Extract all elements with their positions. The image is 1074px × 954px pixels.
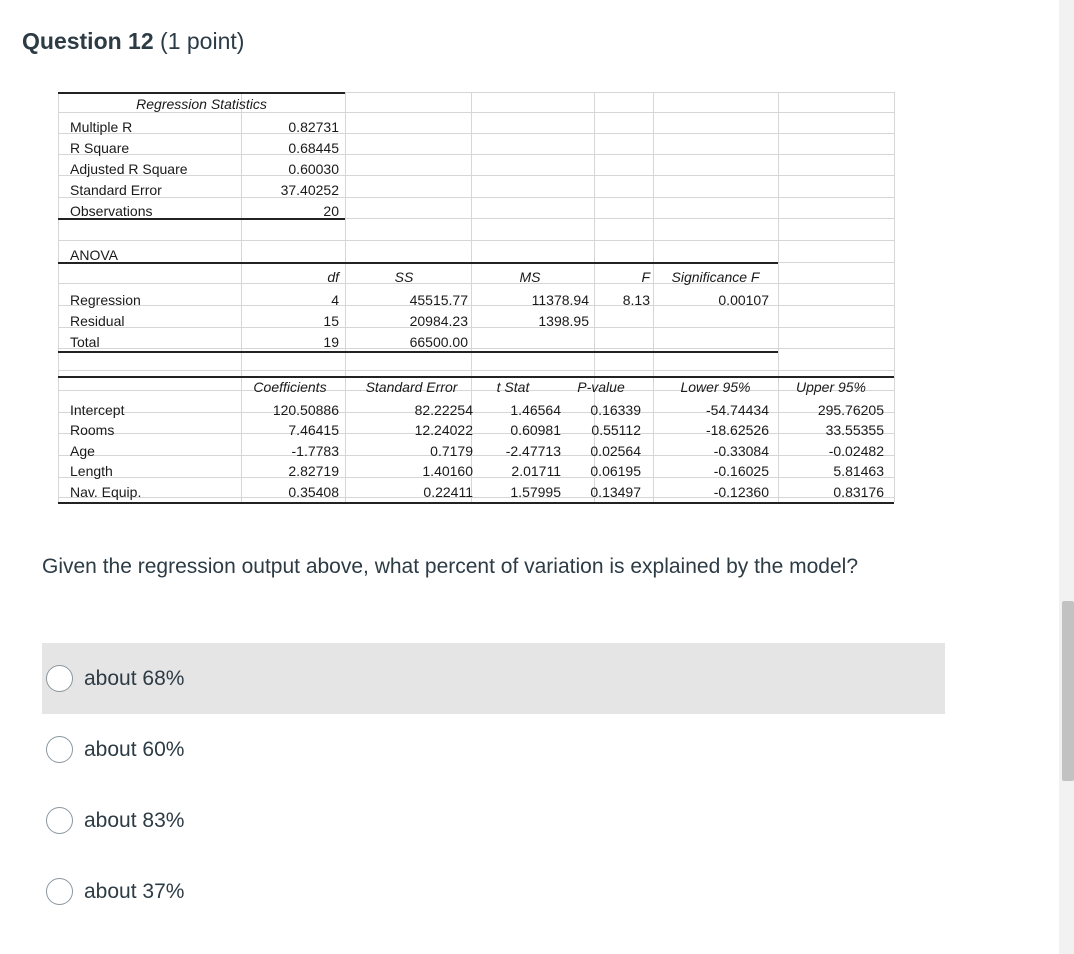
coef-row-label: Length	[70, 463, 113, 480]
coef-cell-coef: 2.82719	[288, 463, 339, 480]
coef-cell-hi: 295.76205	[817, 402, 884, 418]
stats-value: 37.40252	[280, 182, 339, 198]
anova-cell-f	[594, 333, 650, 351]
coef-cell-hi: 33.55355	[825, 422, 884, 439]
anova-header: SS	[394, 269, 414, 285]
anova-header: F	[641, 269, 650, 285]
anova-cell-sig	[653, 312, 769, 330]
coef-cell-lo: -54.74434	[705, 402, 769, 418]
anova-cell-f: 8.13	[622, 292, 650, 308]
anova-cell-ss: 20984.23	[409, 313, 468, 329]
scrollbar-track[interactable]	[1059, 0, 1074, 954]
answer-label[interactable]: about 83%	[84, 808, 185, 832]
coef-cell-t: 1.57995	[510, 483, 561, 500]
anova-cell-f	[594, 312, 650, 330]
stats-value: 0.68445	[288, 140, 339, 156]
stats-value: 20	[323, 203, 339, 219]
coef-cell-lo: -0.33084	[713, 442, 769, 459]
coef-header: Coefficients	[253, 379, 327, 395]
coef-cell-t: 1.46564	[510, 402, 561, 418]
stats-value: 0.60030	[288, 161, 339, 177]
anova-header: df	[327, 269, 339, 285]
coef-row-label: Age	[70, 442, 95, 459]
coef-header: Standard Error	[365, 379, 458, 395]
coef-header: P-value	[577, 379, 625, 395]
coef-cell-se: 1.40160	[422, 463, 473, 480]
coef-cell-t: -2.47713	[505, 442, 561, 459]
coef-row-label: Intercept	[70, 402, 125, 418]
radio-button[interactable]	[46, 736, 73, 763]
question-prompt: Given the regression output above, what percent of variation is explained by the model?	[42, 555, 858, 578]
anova-row-label: Total	[70, 334, 100, 350]
coef-cell-coef: 0.35408	[288, 483, 339, 500]
anova-header: Significance F	[671, 269, 760, 285]
coef-cell-hi: 5.81463	[833, 463, 884, 480]
question-points: (1 point)	[160, 28, 245, 54]
anova-cell-sig: 0.00107	[718, 292, 769, 308]
coef-cell-coef: 120.50886	[272, 402, 339, 418]
coef-cell-t: 2.01711	[511, 463, 561, 480]
anova-cell-ss: 45515.77	[409, 292, 468, 308]
table-gridline	[58, 370, 894, 371]
answer-option-2[interactable]	[42, 714, 945, 785]
coef-cell-hi: 0.83176	[833, 483, 884, 500]
radio-button[interactable]	[46, 665, 73, 692]
answer-label[interactable]: about 60%	[84, 737, 185, 761]
answer-label[interactable]: about 37%	[84, 879, 185, 903]
anova-cell-ms	[471, 333, 589, 351]
stats-title: Regression Statistics	[136, 96, 267, 112]
coef-row-label: Nav. Equip.	[70, 483, 142, 500]
coef-cell-se: 82.22254	[414, 402, 473, 418]
coef-cell-se: 0.22411	[423, 483, 473, 500]
coef-cell-p: 0.16339	[590, 402, 641, 418]
regression-output-image	[58, 92, 894, 508]
anova-header: MS	[519, 269, 541, 285]
answer-label[interactable]: about 68%	[84, 666, 185, 690]
anova-cell-ms: 1398.95	[538, 313, 589, 329]
radio-button[interactable]	[46, 878, 73, 905]
coef-cell-coef: -1.7783	[291, 442, 339, 459]
anova-row-label: Residual	[70, 313, 125, 329]
table-gridline	[778, 92, 779, 502]
stats-label: R Square	[70, 140, 130, 156]
coef-cell-p: 0.13497	[590, 483, 641, 500]
coef-header: t Stat	[496, 379, 530, 395]
coef-cell-p: 0.06195	[590, 463, 641, 480]
anova-row-label: Regression	[70, 292, 141, 308]
stats-value: 0.82731	[288, 119, 339, 135]
coef-bottom-rule	[58, 502, 894, 504]
coef-cell-coef: 7.46415	[288, 422, 339, 439]
coef-header: Lower 95%	[680, 379, 751, 395]
question-header	[22, 28, 244, 55]
stats-label: Multiple R	[70, 119, 133, 135]
stats-top-rule	[58, 92, 345, 94]
anova-cell-df: 19	[323, 334, 339, 350]
radio-button[interactable]	[46, 807, 73, 834]
anova-cell-ss: 66500.00	[409, 334, 468, 350]
coef-cell-se: 0.7179	[430, 442, 473, 459]
anova-cell-sig	[653, 333, 769, 351]
coef-header: Upper 95%	[795, 379, 867, 395]
anova-cell-df: 4	[331, 292, 339, 308]
stats-label: Observations	[70, 203, 153, 219]
answer-option-3[interactable]	[42, 785, 945, 856]
anova-title: ANOVA	[70, 247, 118, 263]
stats-label: Adjusted R Square	[70, 161, 188, 177]
answer-option-1[interactable]	[42, 643, 945, 714]
anova-bottom-rule	[58, 351, 778, 353]
coef-cell-lo: -0.12360	[713, 483, 769, 500]
coef-cell-lo: -18.62526	[705, 422, 769, 439]
answer-option-4[interactable]	[42, 856, 945, 927]
answer-list	[42, 643, 945, 927]
stats-label: Standard Error	[70, 182, 162, 198]
table-gridline	[58, 92, 59, 502]
question-number: Question 12	[22, 28, 154, 54]
coef-cell-p: 0.02564	[590, 442, 641, 459]
coef-cell-lo: -0.16025	[713, 463, 769, 480]
coef-cell-hi: -0.02482	[828, 442, 884, 459]
coef-cell-t: 0.60981	[510, 422, 561, 439]
table-gridline	[58, 240, 894, 241]
scrollbar-thumb[interactable]	[1062, 601, 1074, 781]
coef-row-label: Rooms	[70, 422, 115, 439]
anova-cell-df: 15	[323, 313, 339, 329]
table-gridline	[894, 92, 895, 502]
anova-cell-ms: 11378.94	[531, 292, 589, 308]
coef-cell-se: 12.24022	[414, 422, 473, 439]
coef-cell-p: 0.55112	[591, 422, 641, 439]
